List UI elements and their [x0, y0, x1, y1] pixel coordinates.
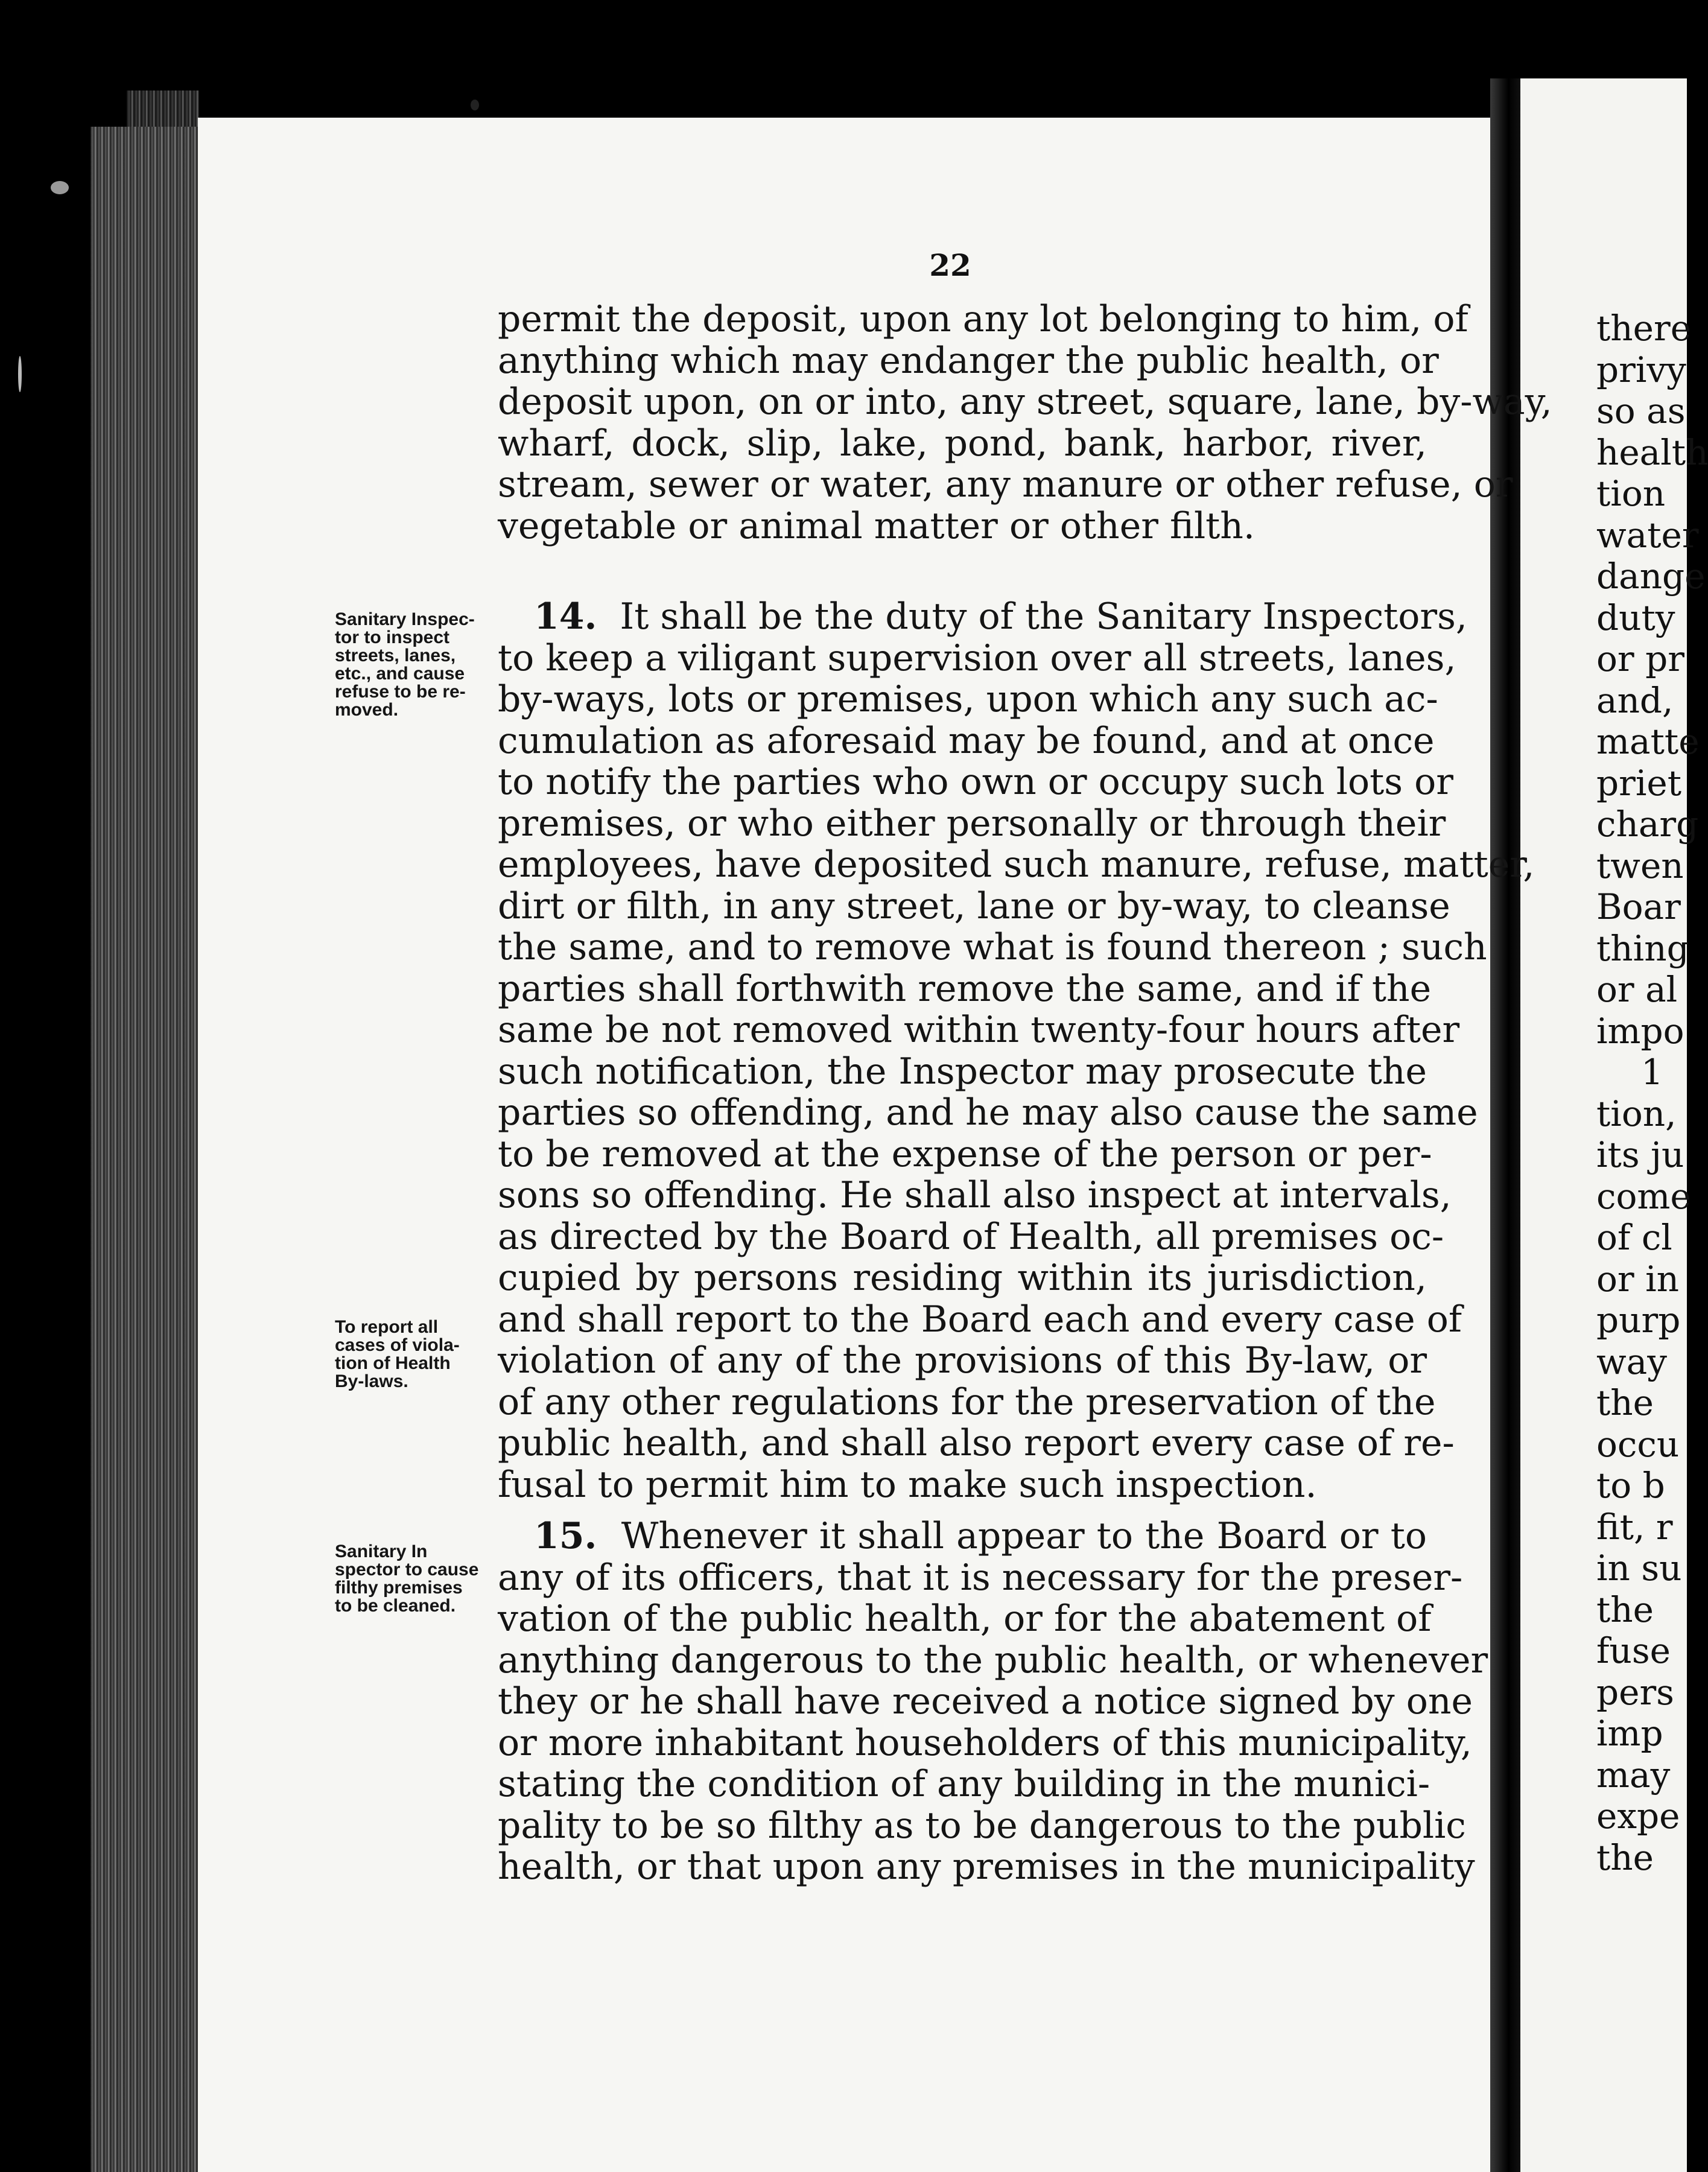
section-number: 15.: [534, 1515, 597, 1557]
facing-page-line: Boar: [1596, 886, 1681, 927]
text-line: [498, 1298, 1462, 1341]
text-line: [498, 637, 1456, 679]
facing-page-line: priet: [1596, 762, 1682, 804]
text-line-content: anything dangerous to the public health, or whenever: [498, 1639, 1488, 1681]
print-speck: [471, 100, 479, 110]
text-line-content: public health, and shall also report every case of re-: [498, 1422, 1455, 1464]
text-line: [498, 1257, 1427, 1299]
text-line-content: cupied by persons residing within its jurisdiction,: [498, 1257, 1427, 1299]
facing-page-line: matte: [1596, 721, 1700, 762]
text-line: [498, 967, 1432, 1010]
facing-page-line: of cl: [1596, 1217, 1672, 1258]
text-line: [498, 298, 1468, 340]
facing-page-line: thing: [1596, 927, 1689, 969]
text-line-content: health, or that upon any premises in the municipality: [498, 1846, 1475, 1888]
text-line-content: same be not removed within twenty-four hours after: [498, 1009, 1460, 1051]
text-line: [498, 506, 1427, 547]
text-line: [498, 339, 1439, 382]
facing-page-line: charg: [1596, 804, 1699, 845]
facing-page-line: pers: [1596, 1671, 1674, 1713]
text-line-content: premises, or who either personally or through their: [498, 802, 1446, 845]
text-line: [498, 1132, 1432, 1175]
facing-page-line: and,: [1596, 679, 1674, 721]
facing-page-line: may: [1596, 1754, 1671, 1796]
scan-artifact: [51, 181, 69, 194]
margin-note-line: To report all: [335, 1317, 439, 1337]
facing-page-line: duty: [1596, 597, 1675, 638]
facing-page-line: or al: [1596, 969, 1678, 1010]
margin-note-line: moved.: [335, 700, 399, 720]
margin-note-line: spector to cause: [335, 1560, 479, 1580]
facing-page-line: so as: [1596, 390, 1686, 431]
text-line-content: any of its officers, that it is necessary for the preser-: [498, 1556, 1463, 1599]
text-line-content: such notification, the Inspector may prosecute the: [498, 1050, 1427, 1093]
text-line-content: to notify the parties who own or occupy such lots or: [498, 761, 1453, 803]
facing-page-line: the: [1596, 1382, 1654, 1423]
text-line: [498, 926, 1487, 968]
text-line: [498, 1516, 1427, 1557]
paragraph-continuation: [498, 298, 1552, 547]
facing-page-line: purp: [1596, 1300, 1681, 1341]
text-line-content: of any other regulations for the preservation of the: [498, 1380, 1436, 1423]
facing-page-line: tion: [1596, 473, 1666, 514]
text-line-content: violation of any of the provisions of this By-law, or: [498, 1339, 1427, 1382]
paragraph-section-15: [498, 1515, 1488, 1888]
facing-page-line: privy: [1596, 349, 1686, 390]
text-line: [498, 1009, 1460, 1051]
facing-page-line: expe: [1596, 1796, 1680, 1837]
margin-note-line: etc., and cause: [335, 664, 465, 684]
text-line: [498, 1721, 1472, 1764]
text-line-content: anything which may endanger the public health, or: [498, 339, 1439, 382]
text-line: [498, 1380, 1436, 1423]
facing-page-line: or in: [1596, 1258, 1679, 1300]
text-line-content: they or he shall have received a notice signed by one: [498, 1680, 1473, 1723]
text-line: [498, 1680, 1473, 1723]
facing-page-line: the: [1596, 1589, 1654, 1630]
facing-page-line: health: [1596, 431, 1708, 473]
text-line-content: sons so offending. He shall also inspect at intervals,: [498, 1174, 1452, 1216]
paragraph-section-14: [498, 595, 1535, 1506]
text-line: [498, 423, 1427, 465]
text-line: [498, 1556, 1463, 1599]
margin-note-cleaning: [335, 1543, 492, 1615]
text-line: [498, 1598, 1432, 1640]
facing-page-line: fuse: [1596, 1630, 1671, 1671]
margin-note-line: to be cleaned.: [335, 1596, 456, 1616]
text-line-content: Whenever it shall appear to the Board or to: [621, 1515, 1427, 1557]
text-line-content: by-ways, lots or premises, upon which any such ac-: [498, 678, 1438, 720]
text-line: [498, 802, 1446, 845]
text-line-content: parties so offending, and he may also cause the same: [498, 1091, 1478, 1134]
text-line-content: permit the deposit, upon any lot belonging to him, of: [498, 298, 1468, 340]
text-line-content: as directed by the Board of Health, all premises oc-: [498, 1215, 1444, 1258]
page-number: 22: [929, 247, 971, 283]
facing-page-line: water: [1596, 514, 1699, 556]
book-page-edges: [90, 127, 199, 2172]
text-line: [498, 884, 1450, 927]
text-line: [498, 1051, 1427, 1093]
text-line: [498, 1763, 1430, 1805]
text-line: [498, 381, 1552, 423]
text-line-content: employees, have deposited such manure, refuse, matter,: [498, 843, 1535, 886]
margin-note-line: cases of viola-: [335, 1335, 460, 1355]
section-number: 14.: [534, 595, 597, 638]
text-line: [498, 1464, 1427, 1506]
facing-page-line: 1: [1641, 1052, 1663, 1093]
margin-note-line: Sanitary Inspec-: [335, 609, 475, 629]
text-line: [498, 1804, 1466, 1847]
margin-note-line: By-laws.: [335, 1371, 408, 1391]
facing-page-line: in su: [1596, 1548, 1682, 1589]
text-line-content: dirt or filth, in any street, lane or by-way, to cleanse: [498, 884, 1450, 927]
facing-page-line: way: [1596, 1341, 1667, 1382]
text-line: [498, 761, 1453, 803]
text-line: [498, 1846, 1475, 1888]
text-line-content: pality to be so filthy as to be dangerous to the public: [498, 1804, 1466, 1847]
text-line-content: deposit upon, on or into, any street, square, lane, by-way,: [498, 381, 1552, 423]
facing-page-line: the: [1596, 1837, 1654, 1878]
facing-page-line: occu: [1596, 1423, 1680, 1465]
text-line-content: stream, sewer or water, any manure or other refuse, or: [498, 463, 1513, 506]
facing-page-line: fit, r: [1596, 1506, 1673, 1548]
margin-note-line: refuse to be re-: [335, 682, 466, 702]
facing-page-line: or pr: [1596, 638, 1684, 679]
text-line-content: It shall be the duty of the Sanitary Inspectors,: [620, 595, 1467, 638]
margin-note-line: Sanitary In: [335, 1542, 428, 1561]
facing-page-line: imp: [1596, 1713, 1663, 1754]
facing-page-line: twen: [1596, 845, 1684, 886]
facing-page-line: to b: [1596, 1465, 1665, 1506]
margin-note-line: filthy premises: [335, 1578, 463, 1598]
text-line: [498, 1174, 1452, 1216]
text-line: [498, 1340, 1427, 1382]
margin-note-line: tion of Health: [335, 1353, 451, 1373]
text-line-content: vegetable or animal matter or other filth.: [498, 504, 1255, 547]
text-line-content: stating the condition of any building in the munici-: [498, 1763, 1430, 1805]
facing-page-line: come: [1596, 1175, 1691, 1217]
text-line-content: vation of the public health, or for the abatement of: [498, 1598, 1432, 1640]
text-line: [498, 1215, 1444, 1258]
text-line: [498, 678, 1438, 720]
facing-page-line: tion,: [1596, 1093, 1677, 1134]
scan-artifact: [18, 356, 22, 392]
margin-note-line: streets, lanes,: [335, 646, 456, 665]
margin-note-line: tor to inspect: [335, 627, 450, 647]
text-line-content: to be removed at the expense of the person or per-: [498, 1132, 1432, 1175]
text-line: [498, 1422, 1455, 1464]
text-line-content: or more inhabitant householders of this municipality,: [498, 1721, 1472, 1764]
text-line: [498, 1091, 1478, 1134]
text-line-content: and shall report to the Board each and every case of: [498, 1298, 1462, 1341]
text-line: [498, 595, 1467, 638]
facing-page-line: impo: [1596, 1010, 1684, 1052]
text-line-content: wharf, dock, slip, lake, pond, bank, harbor, river,: [498, 422, 1427, 465]
text-line: [498, 719, 1435, 762]
text-line: [498, 843, 1535, 886]
text-line-content: parties shall forthwith remove the same, and if the: [498, 967, 1432, 1010]
text-line-content: cumulation as aforesaid may be found, and at once: [498, 719, 1435, 762]
facing-page-line: there: [1596, 308, 1692, 349]
text-line-content: fusal to permit him to make such inspection.: [498, 1463, 1317, 1506]
text-line: [498, 1639, 1488, 1681]
text-line: [498, 463, 1513, 506]
text-line-content: the same, and to remove what is found thereon ; such: [498, 926, 1487, 968]
margin-note-report: [335, 1318, 492, 1391]
text-line-content: to keep a viligant supervision over all streets, lanes,: [498, 637, 1456, 679]
facing-page-line: dange: [1596, 556, 1706, 597]
facing-page-line: its ju: [1596, 1134, 1684, 1175]
margin-note-inspection: [335, 611, 492, 719]
